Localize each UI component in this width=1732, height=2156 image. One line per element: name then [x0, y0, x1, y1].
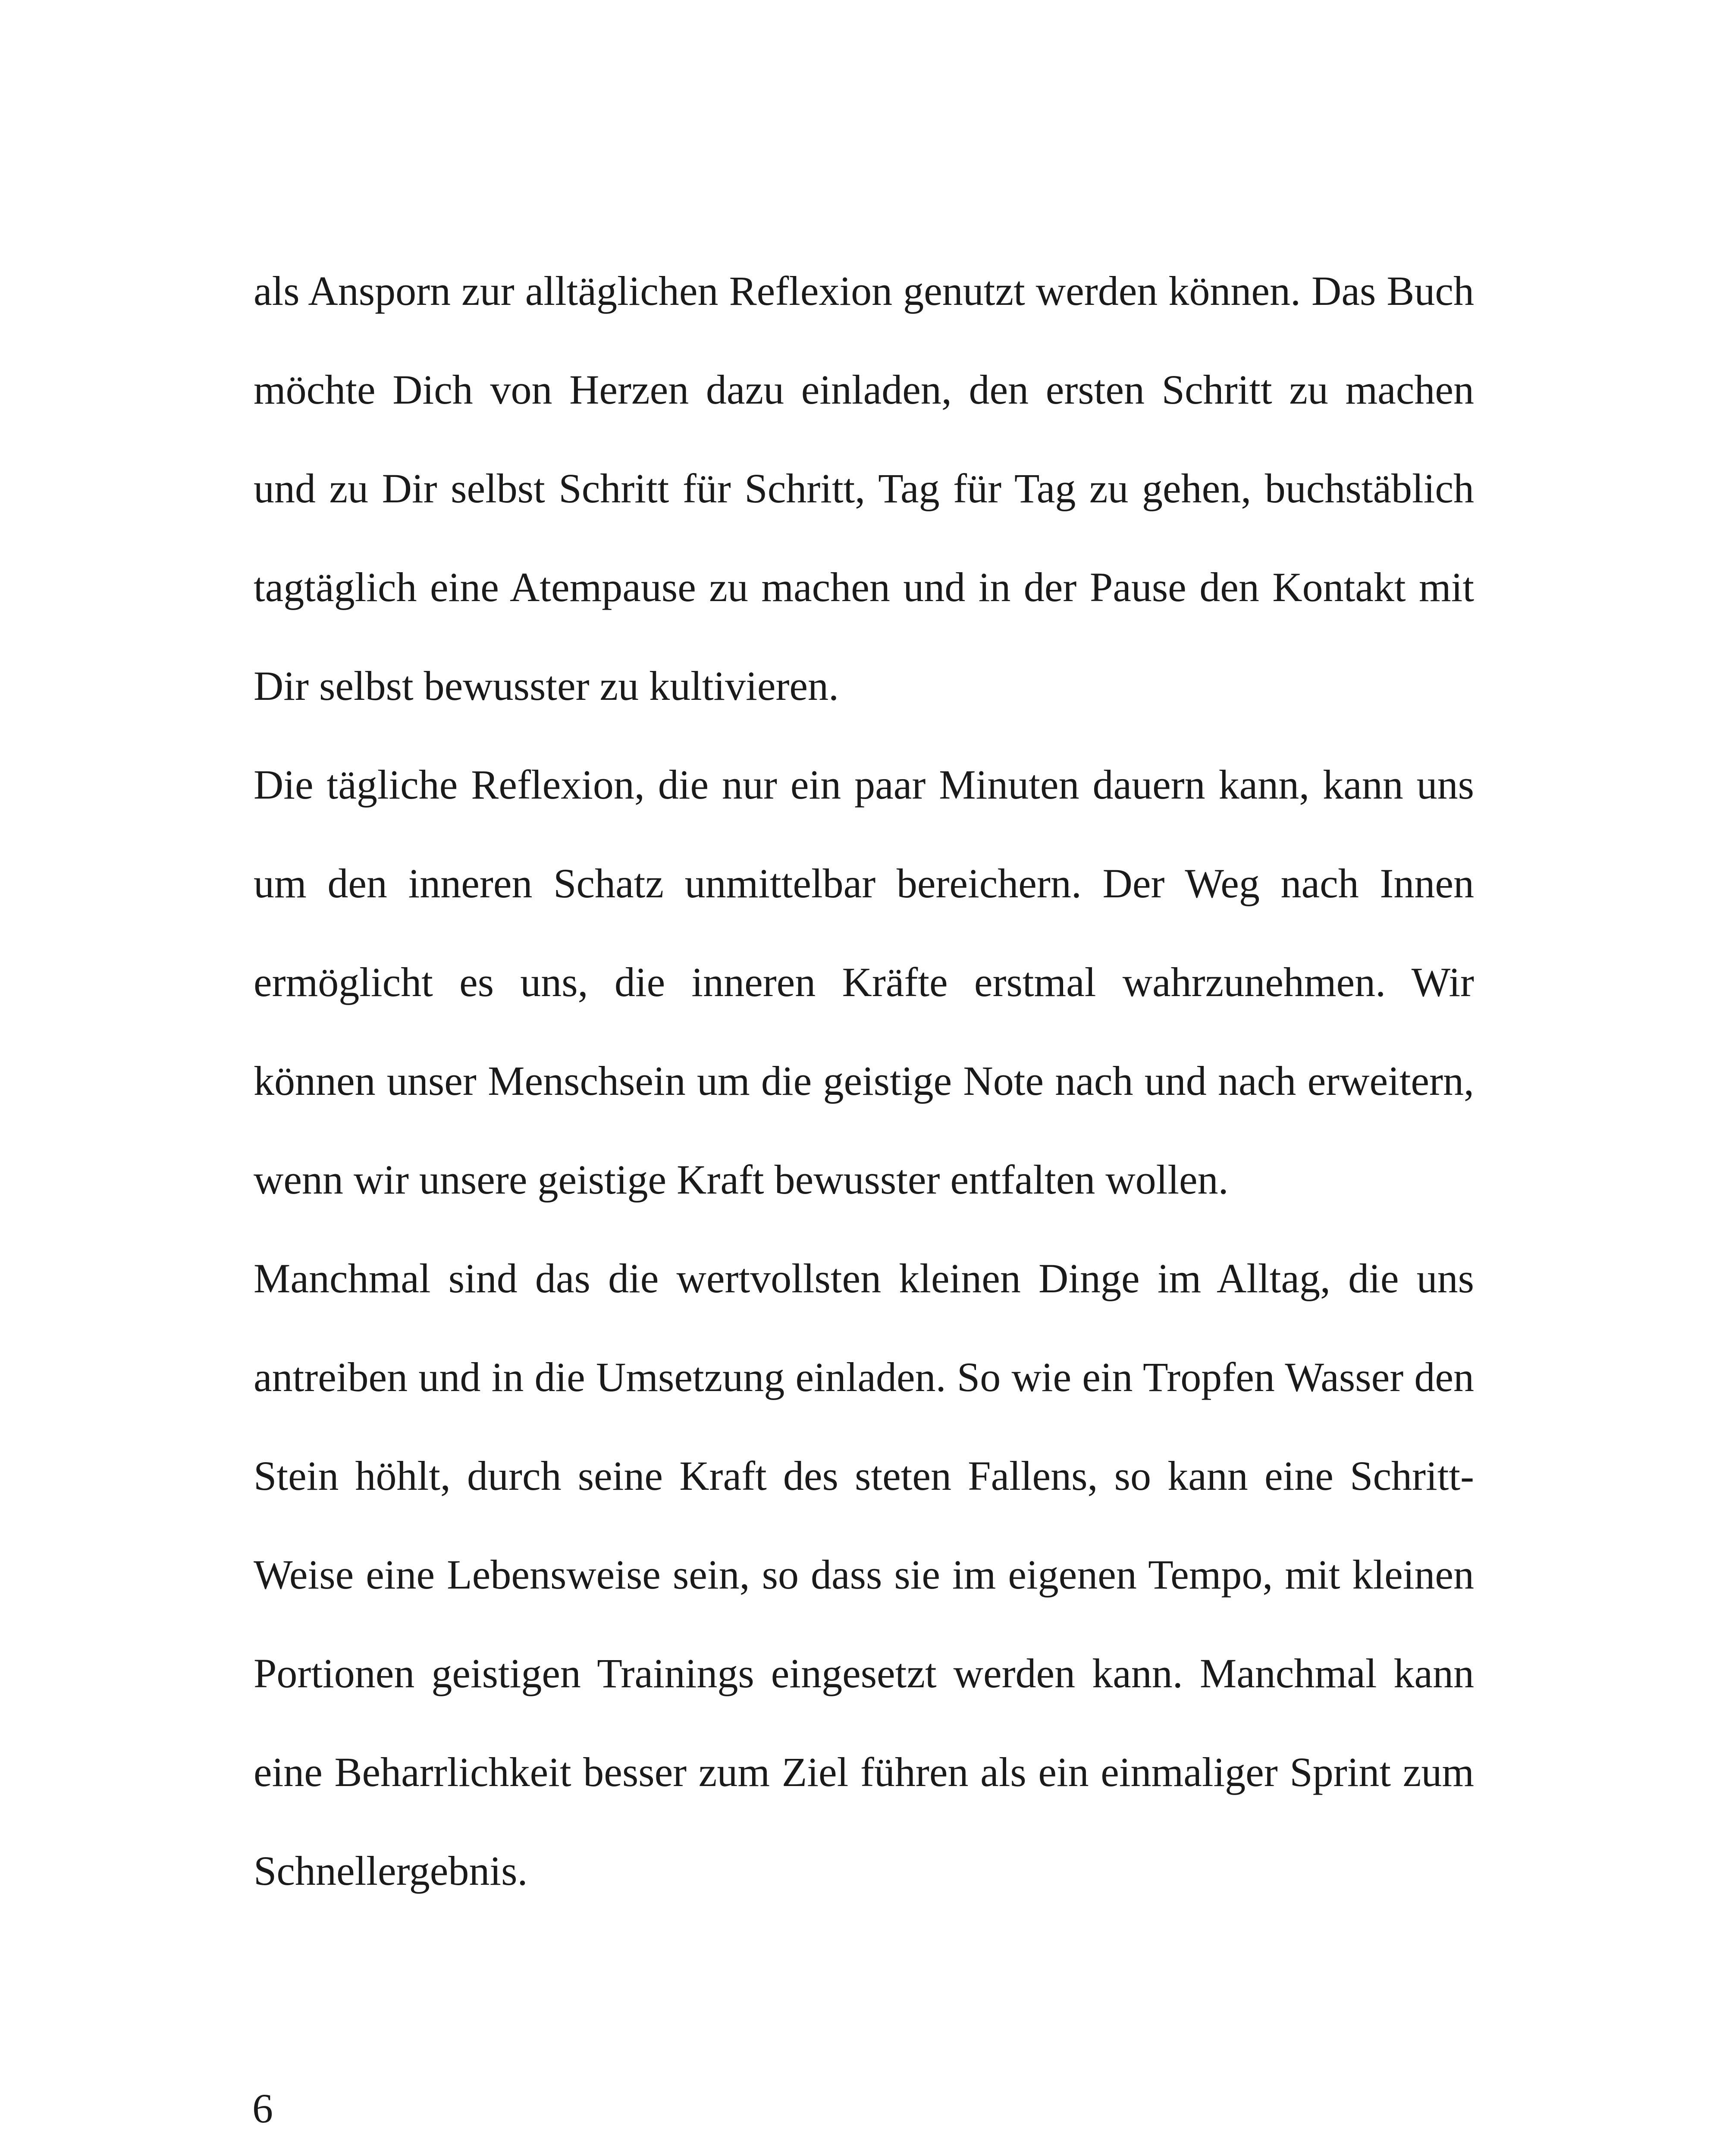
- body-text: [254, 241, 1474, 1920]
- paragraph: Die tägliche Reflexion, die nur ein paar Minuten dauern kann, kann uns um den inneren Schatz unmittelbar bereichern. Der Weg nach Innen ermöglicht es uns, die inneren Kräfte erstmal wahrzunehmen. Wir können unser Menschsein um die geistige Note nach und nach erweitern, wenn wir unsere geistige Kraft bewusster entfalten wollen.: [254, 761, 1474, 1203]
- paragraph: Manchmal sind das die wertvollsten kleinen Dinge im Alltag, die uns antreiben und in die Umsetzung einladen. So wie ein Tropfen Wasser den Stein höhlt, durch seine Kraft des steten Fallens, so kann eine Schritt-Weise eine Lebensweise sein, so dass sie im eigenen Tempo, mit kleinen Portionen geistigen Trainings eingesetzt werden kann. Manchmal kann eine Beharrlichkeit besser zum Ziel führen als ein einmaliger Sprint zum Schnellergebnis.: [254, 1255, 1474, 1894]
- page-number: 6: [252, 2085, 273, 2131]
- paragraph: als Ansporn zur alltäglichen Reflexion genutzt werden können. Das Buch möchte Dich von Herzen dazu einladen, den ersten Schritt zu machen und zu Dir selbst Schritt für Schritt, Tag für Tag zu gehen, buchstäblich tagtäglich eine Atempause zu machen und in der Pause den Kontakt mit Dir selbst bewusster zu kultivieren.: [254, 268, 1474, 709]
